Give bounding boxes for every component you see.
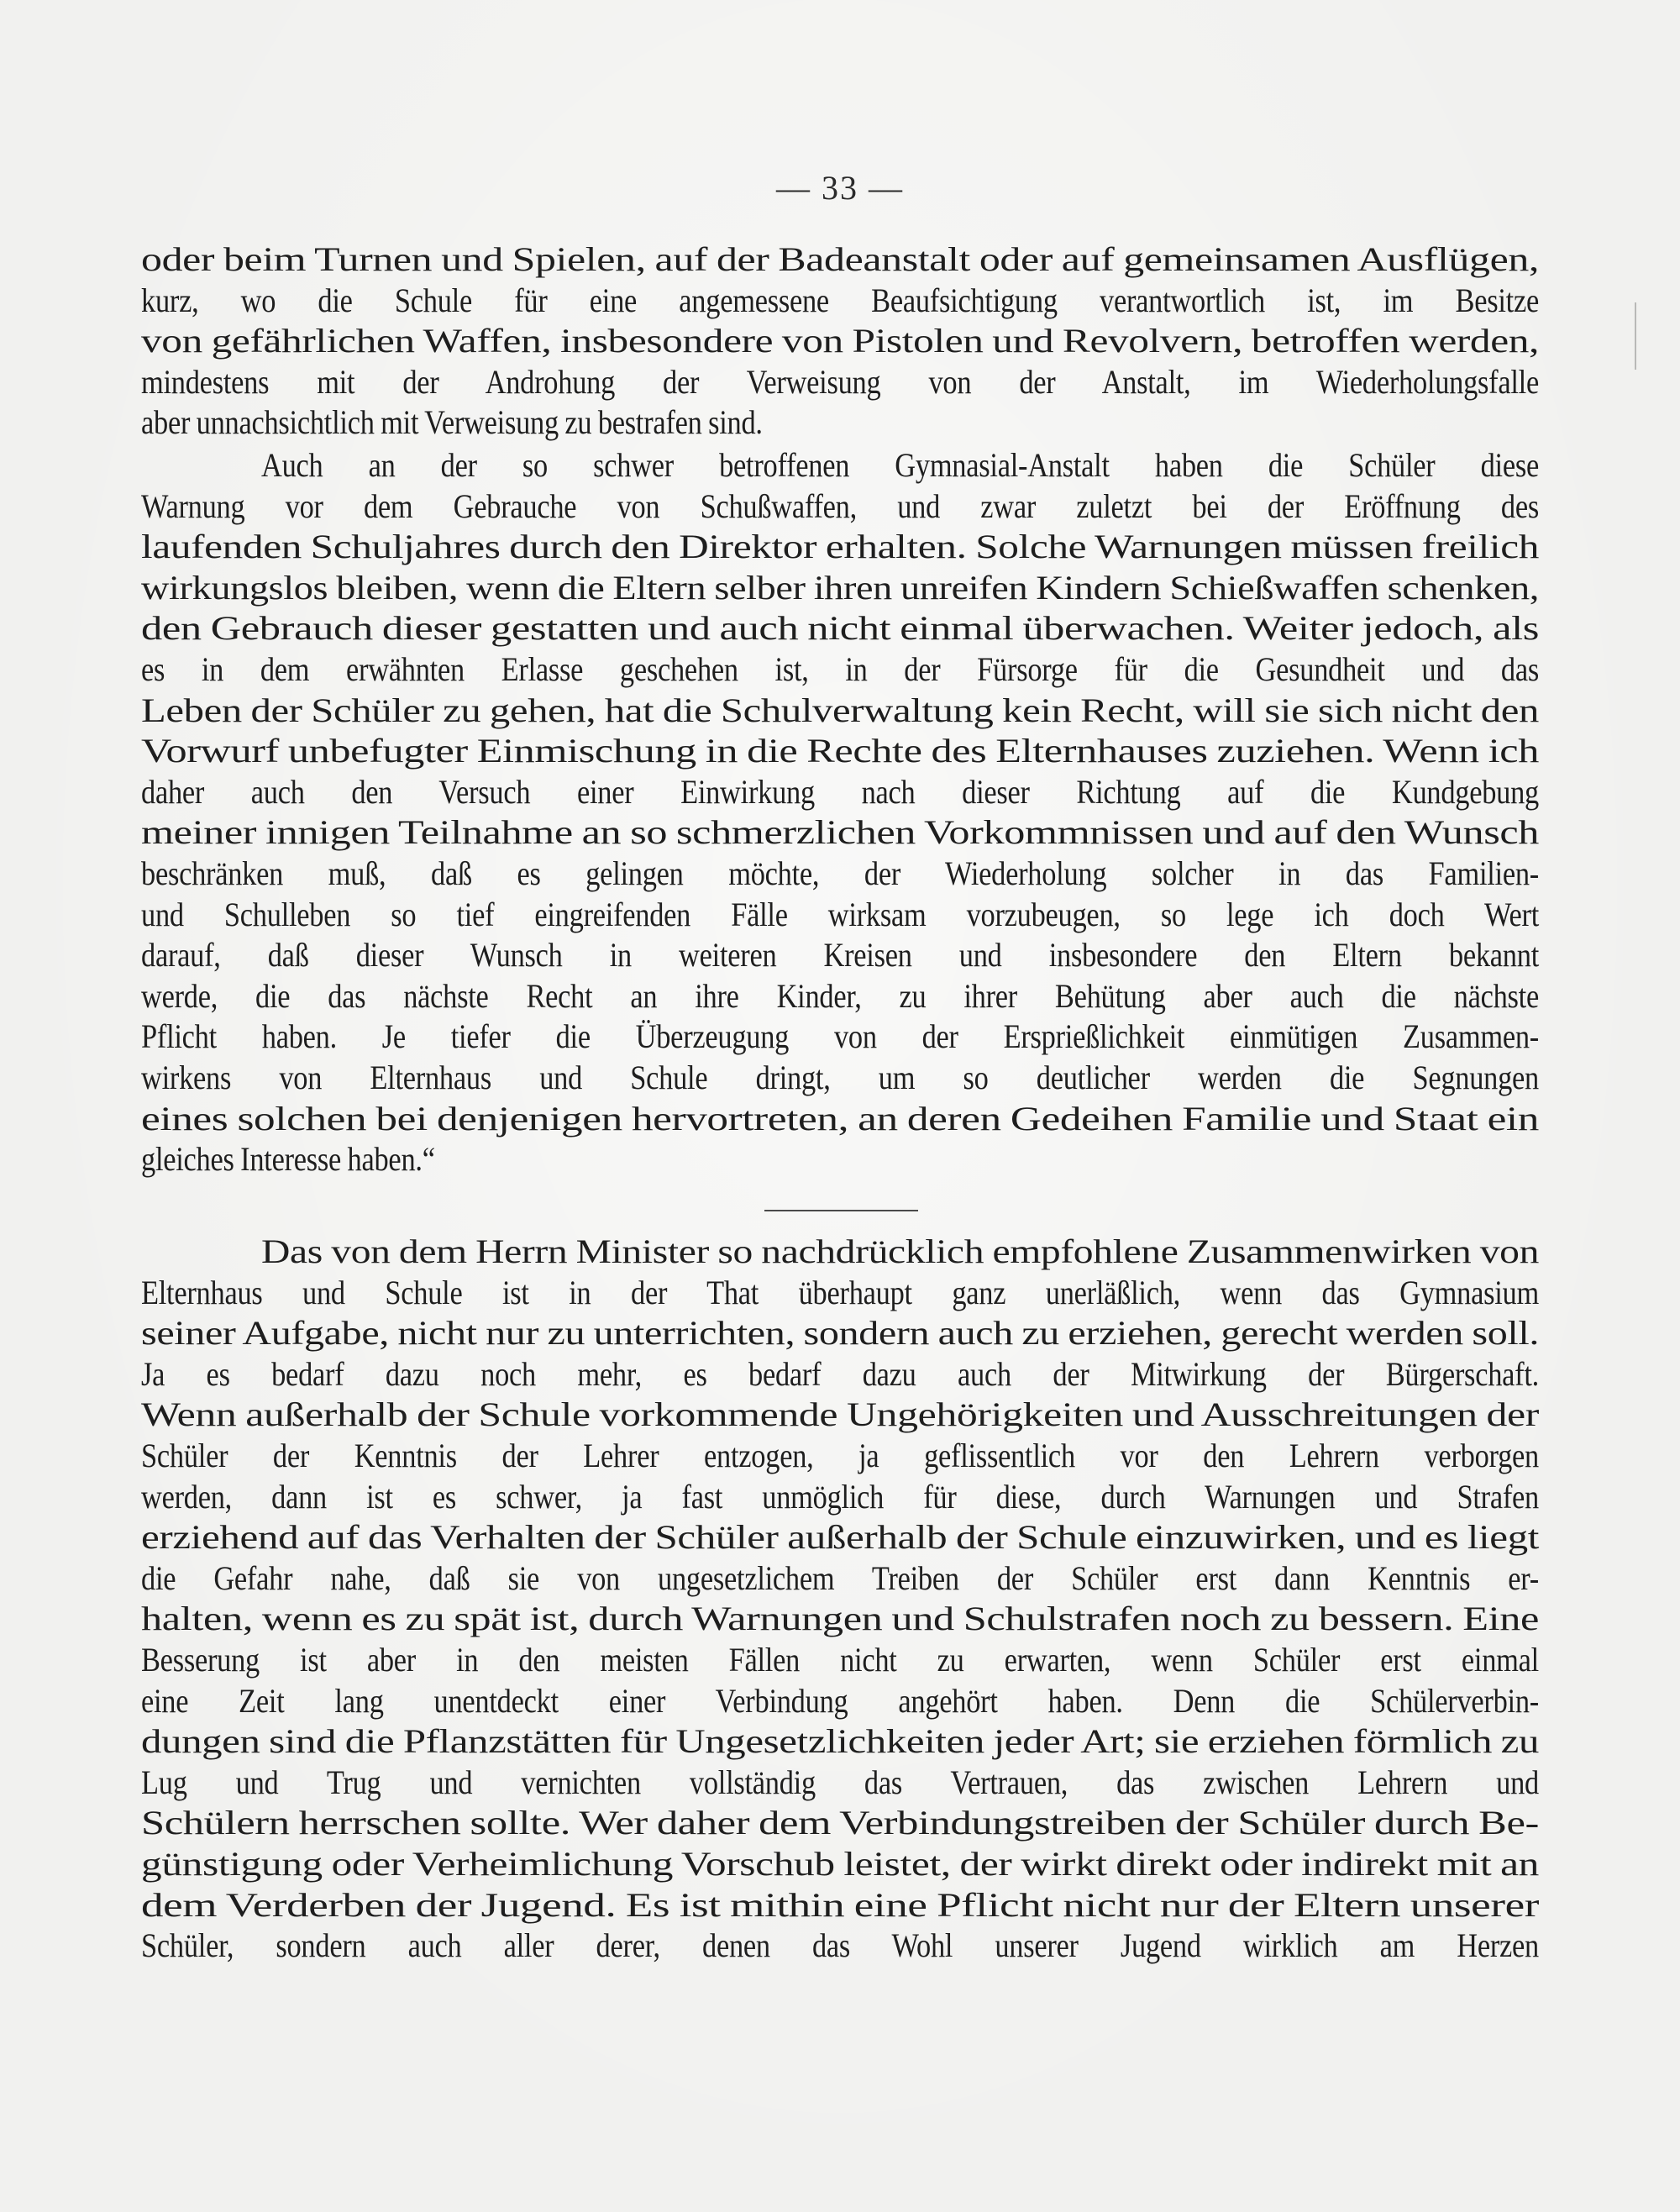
text-line — [141, 1640, 1539, 1681]
text-line-content: die Gefahr nahe, daß sie von ungesetzlichem Treiben der Schüler erst dann Kenntnis er- — [141, 1558, 1539, 1597]
text-line — [141, 1313, 1539, 1354]
text-line — [141, 1721, 1539, 1763]
text-line — [141, 1558, 1539, 1600]
text-line-content: Ja es bedarf dazu noch mehr, es bedarf dazu auch der Mitwirkung der Bürgerschaft. — [141, 1354, 1539, 1393]
text-line-content: Wenn außerhalb der Schule vorkommende Ungehörigkeiten und Ausschreitungen der — [141, 1395, 1540, 1434]
text-line — [141, 976, 1539, 1017]
text-line-content: oder beim Turnen und Spielen, auf der Badeanstalt oder auf gemeinsamen Ausflügen, — [141, 240, 1539, 278]
text-line — [141, 649, 1539, 691]
text-line-content: Leben der Schüler zu gehen, hat die Schulverwaltung kein Recht, will sie sich nicht den — [141, 691, 1539, 729]
text-line-content: wirkens von Elternhaus und Schule dringt, um so deutlicher werden die Segnungen — [141, 1058, 1539, 1096]
text-line — [141, 1803, 1539, 1844]
text-line-content: werde, die das nächste Recht an ihre Kinder, zu ihrer Behütung aber auch die nächste — [141, 976, 1539, 1015]
text-line-content: werden, dann ist es schwer, ja fast unmöglich für diese, durch Warnungen und Strafen — [141, 1477, 1539, 1516]
paragraph-3 — [141, 1232, 1539, 1967]
text-line-content: Elternhaus und Schule ist in der That überhaupt ganz unerläßlich, wenn das Gymnasium — [141, 1273, 1539, 1311]
text-line-content: erziehend auf das Verhalten der Schüler außerhalb der Schule einzuwirken, und es liegt — [141, 1518, 1539, 1557]
text-line — [141, 1885, 1539, 1926]
text-line — [141, 239, 1539, 281]
text-line-content: aber unnachsichtlich mit Verweisung zu bestrafen sind. — [141, 403, 763, 442]
text-line-content: dem Verderben der Jugend. Es ist mithin eine Pflicht nicht nur der Eltern unserer — [141, 1885, 1539, 1924]
text-line-content: günstigung oder Verheimlichung Vorschub leistet, der wirkt direkt oder indirekt mit an — [141, 1844, 1539, 1883]
scan-margin-mark — [1635, 302, 1636, 370]
text-line — [141, 1017, 1539, 1058]
text-line — [141, 608, 1539, 649]
text-line — [141, 935, 1539, 976]
text-line-content: seiner Aufgabe, nicht nur zu unterrichten, sondern auch zu erziehen, gerecht werden soll. — [141, 1314, 1540, 1353]
text-line-content: Vorwurf unbefugter Einmischung in die Rechte des Elternhauses zuziehen. Wenn ich — [141, 732, 1539, 770]
text-line — [141, 486, 1539, 528]
text-line — [141, 281, 1539, 322]
text-line — [141, 1354, 1539, 1395]
text-line-content: Pflicht haben. Je tiefer die Überzeugung von der Ersprießlichkeit einmütigen Zusammen- — [141, 1017, 1539, 1056]
paragraph-2 — [141, 445, 1539, 1180]
text-line — [141, 1139, 1539, 1180]
text-line-content: Auch an der so schwer betroffenen Gymnasial-Anstalt haben die Schüler diese — [261, 446, 1539, 484]
page-number: — 33 — — [776, 169, 904, 207]
text-line — [141, 402, 1539, 444]
text-line — [141, 1232, 1539, 1273]
paragraph-1 — [141, 239, 1539, 444]
text-line-content: Schülern herrschen sollte. Wer daher dem Verbindungstreiben der Schüler durch Be- — [141, 1804, 1539, 1842]
text-line-content: von gefährlichen Waffen, insbesondere von Pistolen und Revolvern, betroffen werden, — [141, 322, 1539, 360]
text-line — [141, 1058, 1539, 1099]
text-line — [141, 731, 1539, 772]
text-line-content: Warnung vor dem Gebrauche von Schußwaffen, und zwar zuletzt bei der Eröffnung des — [141, 486, 1539, 525]
text-line-content: beschränken muß, daß es gelingen möchte, der Wiederholung solcher in das Familien- — [141, 854, 1539, 892]
text-line — [141, 445, 1539, 486]
text-line-content: wirkungslos bleiben, wenn die Eltern selber ihren unreifen Kindern Schießwaffen schenken, — [141, 568, 1539, 607]
text-line — [141, 527, 1539, 568]
text-line-content: laufenden Schuljahres durch den Direktor erhalten. Solche Warnungen müssen freilich — [141, 528, 1539, 566]
text-line-content: Schüler, sondern auch aller derer, denen das Wohl unserer Jugend wirklich am Herzen — [141, 1926, 1539, 1965]
text-line-content: eines solchen bei denjenigen hervortreten, an deren Gedeihen Familie und Staat ein — [141, 1099, 1539, 1138]
text-line-content: daher auch den Versuch einer Einwirkung nach dieser Richtung auf die Kundgebung — [141, 772, 1539, 811]
text-line-content: kurz, wo die Schule für eine angemessene Beaufsichtigung verantwortlich ist, im Besitze — [141, 281, 1539, 319]
text-line-content: und Schulleben so tief eingreifenden Fälle wirksam vorzubeugen, so lege ich doch Wert — [141, 895, 1539, 933]
text-line-content: meiner innigen Teilnahme an so schmerzlichen Vorkommnissen und auf den Wunsch — [141, 813, 1539, 852]
text-line — [141, 1926, 1539, 1967]
text-line-content: mindestens mit der Androhung der Verweisung von der Anstalt, im Wiederholungsfalle — [141, 362, 1539, 401]
text-line — [141, 362, 1539, 403]
text-line — [141, 1395, 1539, 1436]
text-line — [141, 321, 1539, 362]
text-line — [141, 1273, 1539, 1314]
text-line — [141, 772, 1539, 813]
text-line — [141, 854, 1539, 895]
text-line — [141, 812, 1539, 854]
text-line — [141, 1517, 1539, 1558]
text-line — [141, 1436, 1539, 1477]
text-line-content: eine Zeit lang unentdeckt einer Verbindung angehört haben. Denn die Schülerverbin- — [141, 1681, 1539, 1720]
text-line — [141, 1763, 1539, 1804]
text-line-content: Das von dem Herrn Minister so nachdrücklich empfohlene Zusammenwirken von — [261, 1232, 1540, 1270]
text-line — [141, 1844, 1539, 1885]
text-line-content: dungen sind die Pflanzstätten für Ungesetzlichkeiten jeder Art; sie erziehen förmlich zu — [141, 1722, 1539, 1761]
text-line-content: darauf, daß dieser Wunsch in weiteren Kreisen und insbesondere den Eltern bekannt — [141, 936, 1539, 975]
text-line-content: den Gebrauch dieser gestatten und auch nicht einmal überwachen. Weiter jedoch, als — [141, 609, 1539, 648]
text-line-content: Lug und Trug und vernichten vollständig das Vertrauen, das zwischen Lehrern und — [141, 1763, 1539, 1801]
text-line-content: Besserung ist aber in den meisten Fällen nicht zu erwarten, wenn Schüler erst einmal — [141, 1640, 1539, 1679]
text-line-content: es in dem erwähnten Erlasse geschehen ist, in der Fürsorge für die Gesundheit und das — [141, 649, 1539, 688]
section-divider-rule — [764, 1210, 918, 1211]
text-line — [141, 691, 1539, 732]
text-line-content: gleiches Interesse haben.“ — [141, 1140, 435, 1179]
text-line — [141, 568, 1539, 609]
text-line — [141, 895, 1539, 936]
text-line — [141, 1099, 1539, 1140]
text-line — [141, 1599, 1539, 1640]
text-line-content: halten, wenn es zu spät ist, durch Warnungen und Schulstrafen noch zu bessern. Eine — [141, 1600, 1539, 1638]
text-line — [141, 1477, 1539, 1518]
text-line — [141, 1681, 1539, 1722]
text-line-content: Schüler der Kenntnis der Lehrer entzogen, ja geflissentlich vor den Lehrern verborgen — [141, 1436, 1539, 1474]
